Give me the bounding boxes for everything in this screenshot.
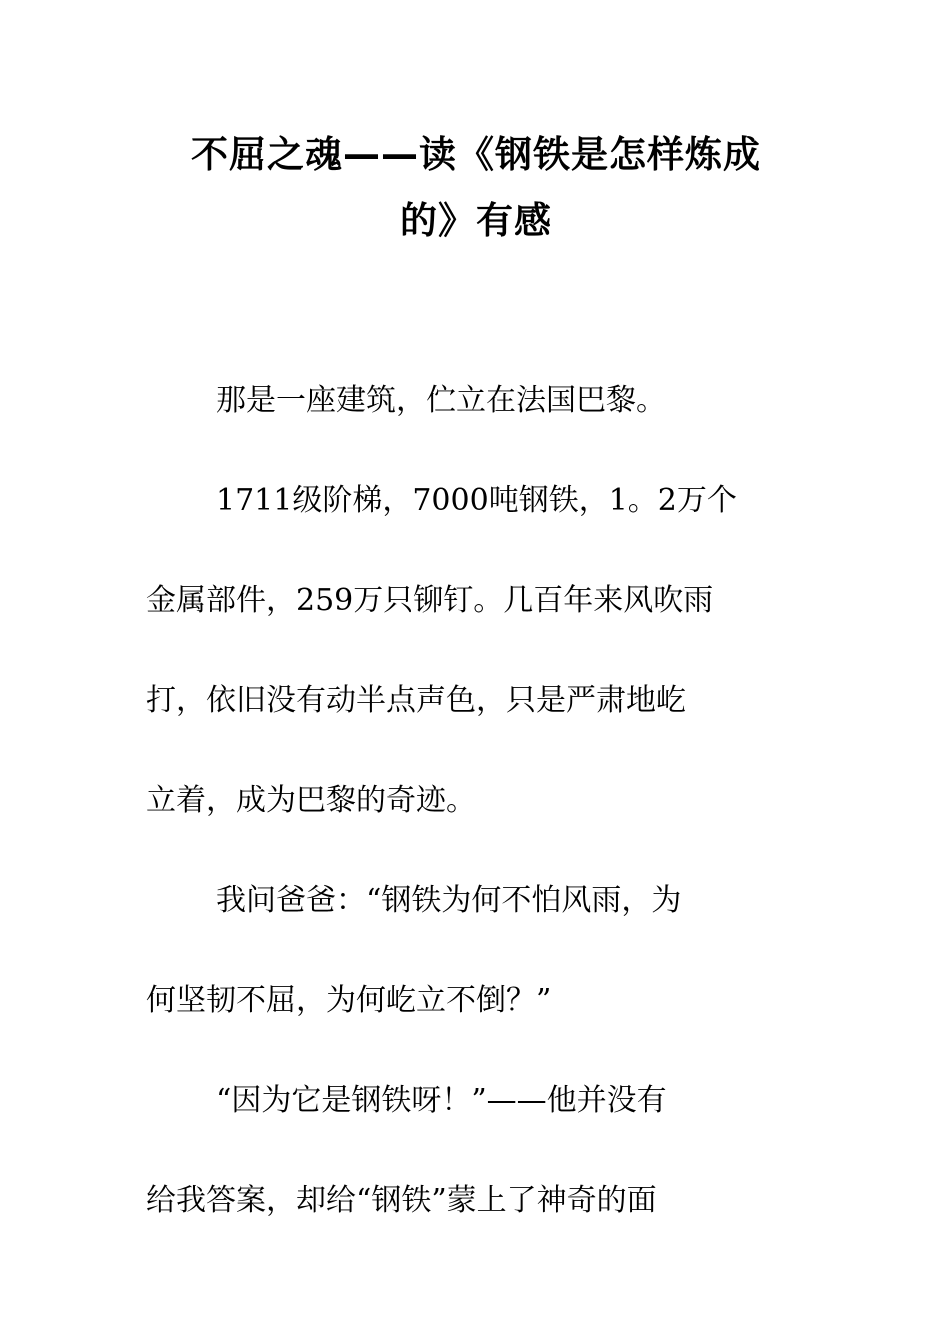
paragraph-2-line-4: 立着，成为巴黎的奇迹。 xyxy=(146,783,476,818)
title-line-2: 的》有感 xyxy=(400,199,552,242)
paragraph-2-line-2: 金属部件，259万只铆钉。几百年来风吹雨 xyxy=(146,583,714,618)
paragraph-4-line-2: 给我答案，却给“钢铁”蒙上了神奇的面 xyxy=(146,1183,657,1218)
paragraph-3-line-2: 何坚韧不屈，为何屹立不倒？” xyxy=(146,983,552,1018)
paragraph-2-line-3: 打，依旧没有动半点声色，只是严肃地屹 xyxy=(146,683,686,718)
title-line-1: 不屈之魂——读《钢铁是怎样炼成 xyxy=(191,133,761,176)
paragraph-4-line-1: “因为它是钢铁呀！”——他并没有 xyxy=(216,1083,667,1118)
paragraph-3-line-1: 我问爸爸：“钢铁为何不怕风雨，为 xyxy=(216,883,682,918)
document-title xyxy=(146,122,806,254)
paragraph-1-line-1: 那是一座建筑，伫立在法国巴黎。 xyxy=(216,383,666,418)
body-text xyxy=(146,351,806,1251)
paragraph-2-line-1: 1711级阶梯，7000吨钢铁，1。2万个 xyxy=(216,483,737,518)
